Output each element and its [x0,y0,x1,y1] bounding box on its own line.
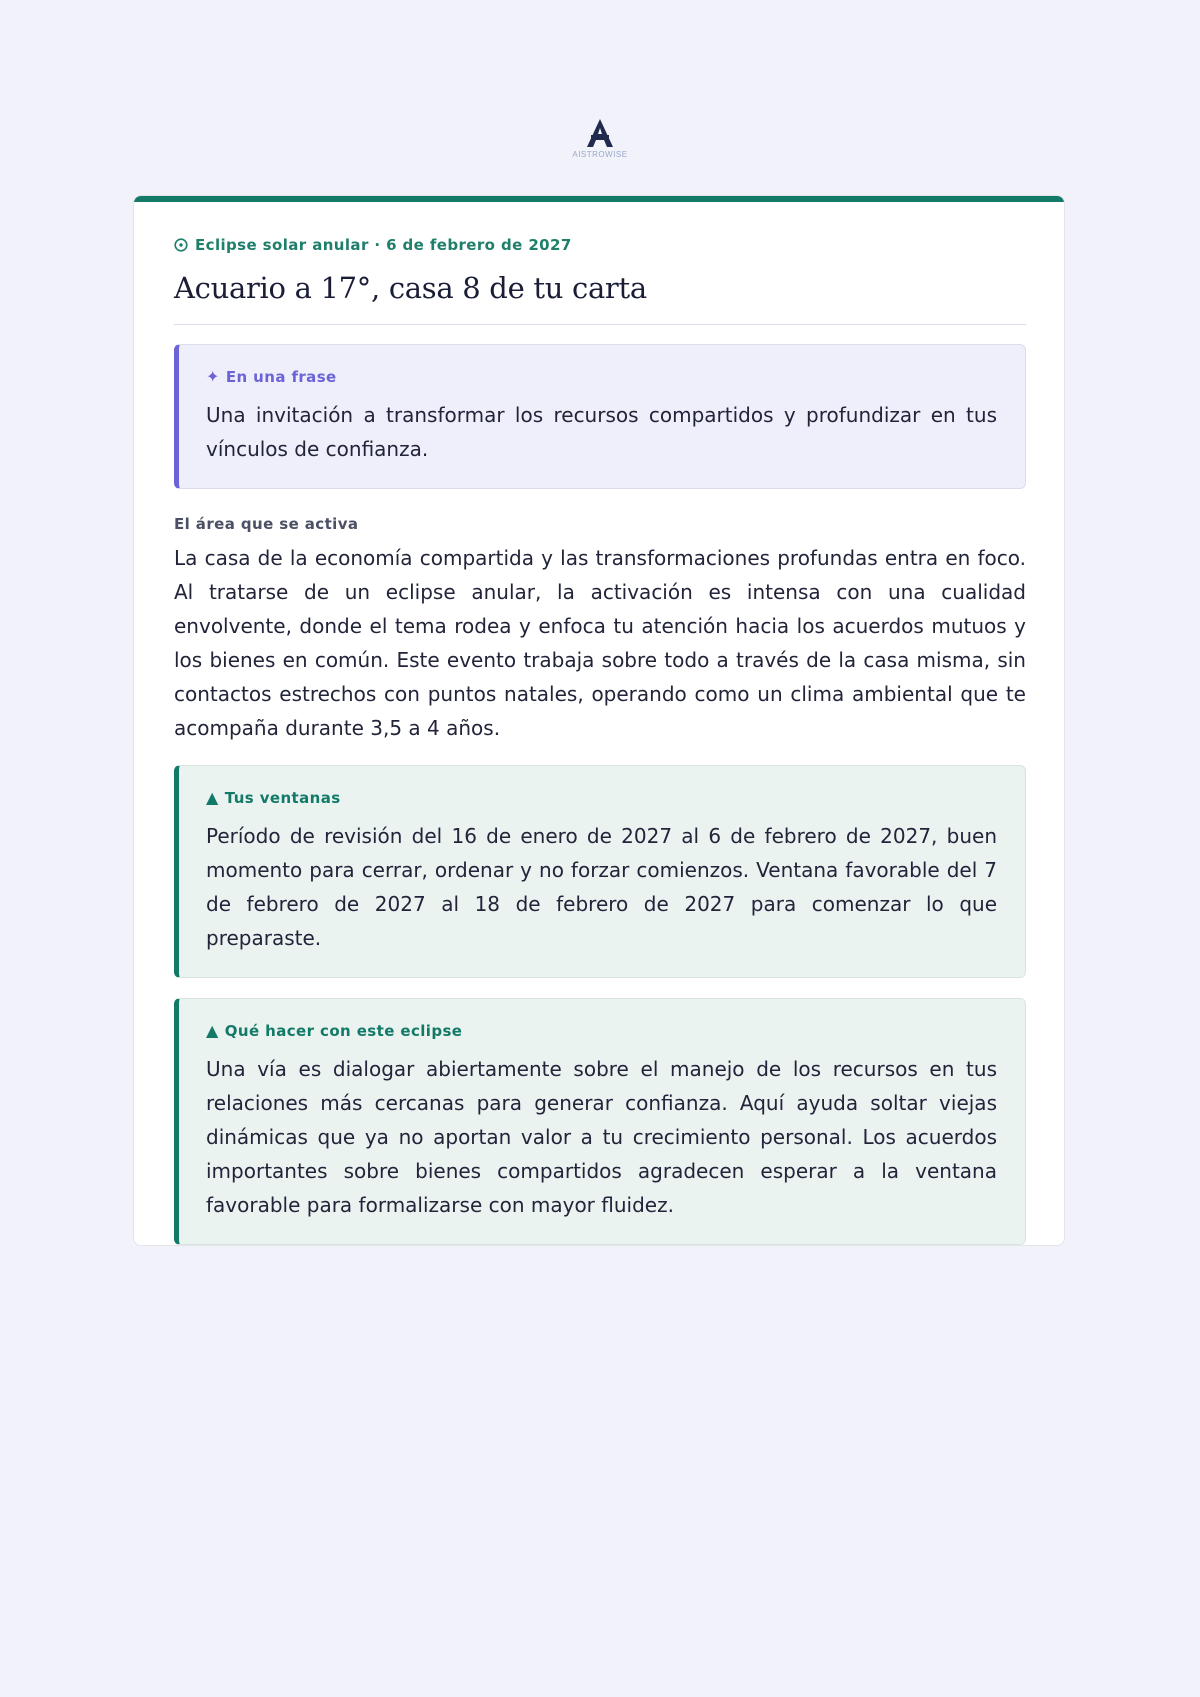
actions-callout [174,998,1026,1245]
summary-callout [174,344,1026,489]
actions-text: Una vía es dialogar abiertamente sobre el manejo de los recursos en tus relaciones más cercanas para generar confianza. Aquí ayuda soltar viejas dinámicas que ya no aportan valor a tu crecimiento personal. Los acuerdos importantes sobre bienes compartidos agradecen esperar a la ventana favorable para formalizarse con mayor fluidez. [206,1057,997,1217]
windows-label-text: Tus ventanas [224,789,341,807]
actions-label-text: Qué hacer con este eclipse [224,1022,463,1040]
windows-callout [174,765,1026,978]
triangle-icon: ▲ [206,788,219,807]
windows-label [206,788,997,808]
eclipse-card [133,195,1065,1246]
brand-logo [0,118,1200,159]
logo-wordmark: AISTROWISE [572,150,628,159]
triangle-icon: ▲ [206,1021,219,1040]
logo-a-icon [583,118,617,148]
windows-text: Período de revisión del 16 de enero de 2027 al 6 de febrero de 2027, buen momento para cerrar, ordenar y no forzar comienzos. Ventana favorable del 7 de febrero de 2027 al 18 de febrero de 2027 para comenzar lo que preparaste. [206,824,997,950]
summary-text: Una invitación a transformar los recursos compartidos y profundizar en tus vínculos de confianza. [206,403,997,461]
target-icon [174,238,188,252]
summary-label-text: En una frase [225,368,337,386]
card-accent-bar [134,196,1064,202]
page-title: Acuario a 17°, casa 8 de tu carta [174,271,647,305]
summary-label [206,367,997,387]
eclipse-date-label: Eclipse solar anular · 6 de febrero de 2027 [195,236,572,254]
eclipse-eyebrow [174,234,1026,256]
sparkle-icon: ✦ [206,367,220,386]
actions-label [206,1021,997,1041]
card-content [174,234,1026,1245]
title-divider [174,324,1026,325]
area-text: La casa de la economía compartida y las transformaciones profundas entra en foco. Al tratarse de un eclipse anular, la activación es intensa con una cualidad envolvente, donde el tema rodea y enfoca tu atención hacia los acuerdos mutuos y los bienes en común. Este evento trabaja sobre todo a través de la casa misma, sin contactos estrechos con puntos natales, operando como un clima ambiental que te acompaña durante 3,5 a 4 años. [174,546,1026,740]
area-label: El área que se activa [174,515,359,533]
